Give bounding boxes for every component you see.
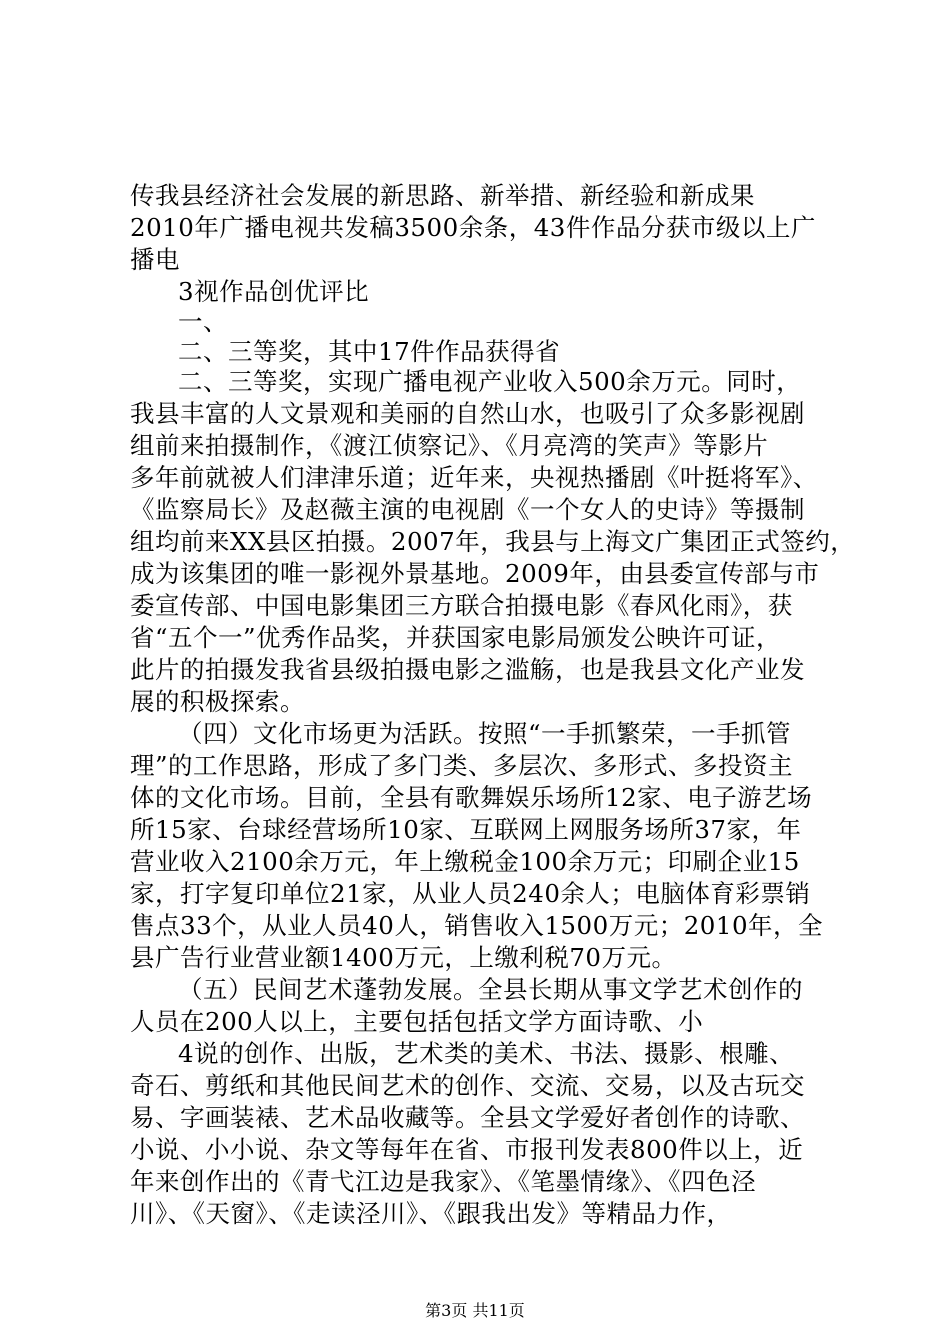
text-line: 3视作品创优评比 xyxy=(178,277,370,306)
text-line: 展的积极探索。 xyxy=(130,687,305,716)
text-line: 二、三等奖，其中17件作品获得省 xyxy=(178,337,561,366)
text-line: （四）文化市场更为活跃。按照“一手抓繁荣，一手抓管 xyxy=(178,719,792,748)
text-line: 《监察局长》及赵薇主演的电视剧《一个女人的史诗》等摄制 xyxy=(130,495,805,524)
text-line: （五）民间艺术蓬勃发展。全县长期从事文学艺术创作的 xyxy=(178,975,803,1004)
page-number-footer: 第3页 共11页 xyxy=(425,1301,525,1320)
text-line: 2010年广播电视共发稿3500余条，43件作品分获市级以上广 xyxy=(130,213,816,242)
text-line: 组前来拍摄制作，《渡江侦察记》、《月亮湾的笑声》等影片 xyxy=(130,431,769,460)
text-line: 组均前来XX县区拍摄。2007年，我县与上海文广集团正式签约， xyxy=(130,527,856,556)
text-line: 4说的创作、出版，艺术类的美术、书法、摄影、根雕、 xyxy=(178,1039,795,1068)
text-line: 一、 xyxy=(178,307,228,336)
text-line: 小说、小小说、杂文等每年在省、市报刊发表800件以上，近 xyxy=(130,1135,804,1164)
text-line: 县广告行业营业额1400万元，上缴利税70万元。 xyxy=(130,943,677,972)
text-line: 此片的拍摄发我省县级拍摄电影之滥觞，也是我县文化产业发 xyxy=(130,655,805,684)
text-line: 传我县经济社会发展的新思路、新举措、新经验和新成果 xyxy=(130,181,755,210)
text-line: 多年前就被人们津津乐道；近年来，央视热播剧《叶挺将军》、 xyxy=(130,463,818,492)
text-line: 理”的工作思路，形成了多门类、多层次、多形式、多投资主 xyxy=(130,751,794,780)
text-line: 易、字画装裱、艺术品收藏等。全县文学爱好者创作的诗歌、 xyxy=(130,1103,805,1132)
text-line: 所15家、台球经营场所10家、互联网上网服务场所37家，年 xyxy=(130,815,802,844)
text-line: 播电 xyxy=(130,245,180,274)
text-line: 营业收入2100余万元，年上缴税金100余万元；印刷企业15 xyxy=(130,847,800,876)
text-line: 体的文化市场。目前，全县有歌舞娱乐场所12家、电子游艺场 xyxy=(130,783,813,812)
text-line: 二、三等奖，实现广播电视产业收入500余万元。同时， xyxy=(178,367,802,396)
text-line: 人员在200人以上，主要包括包括文学方面诗歌、小 xyxy=(130,1007,704,1036)
text-line: 售点33个，从业人员40人，销售收入1500万元；2010年，全 xyxy=(130,911,824,940)
text-line: 省“五个一”优秀作品奖，并获国家电影局颁发公映许可证， xyxy=(130,623,782,652)
text-line: 我县丰富的人文景观和美丽的自然山水，也吸引了众多影视剧 xyxy=(130,399,805,428)
text-line: 川》、《天窗》、《走读泾川》、《跟我出发》等精品力作， xyxy=(130,1199,732,1228)
text-line: 成为该集团的唯一影视外景基地。2009年，由县委宣传部与市 xyxy=(130,559,820,588)
text-line: 奇石、剪纸和其他民间艺术的创作、交流、交易，以及古玩交 xyxy=(130,1071,805,1100)
text-line: 年来创作出的《青弋江边是我家》、《笔墨情缘》、《四色泾 xyxy=(130,1167,756,1196)
text-line: 委宣传部、中国电影集团三方联合拍摄电影《春风化雨》，获 xyxy=(130,591,793,620)
text-line: 家，打字复印单位21家，从业人员240余人；电脑体育彩票销 xyxy=(130,879,811,908)
